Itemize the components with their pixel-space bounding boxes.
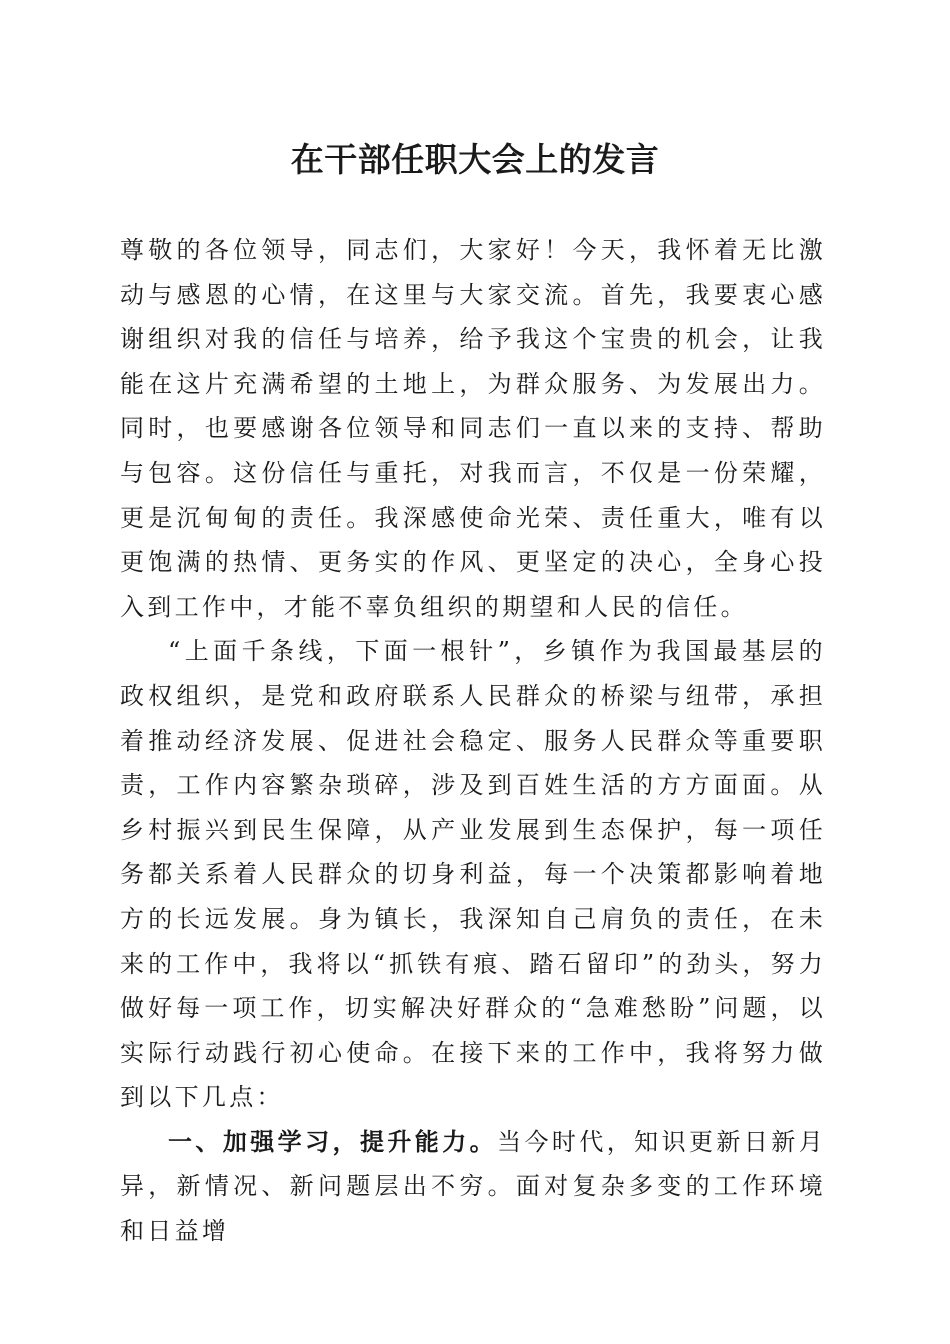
paragraph-point-one bbox=[120, 1120, 826, 1254]
paragraph-township-duties: “上面千条线，下面一根针”，乡镇作为我国最基层的政权组织，是党和政府联系人民群众的桥梁与纽带，承担着推动经济发展、促进社会稳定、服务人民群众等重要职责，工作内容繁杂琐碎，涉及到百姓生活的方方面面。从乡村振兴到民生保障，从产业发展到生态保护，每一项任务都关系着人民群众的切身利益，每一个决策都影响着地方的长远发展。身为镇长，我深知自己肩负的责任，在未来的工作中，我将以“抓铁有痕、踏石留印”的劲头，努力做好每一项工作，切实解决好群众的“急难愁盼”问题，以实际行动践行初心使命。在接下来的工作中，我将努力做到以下几点： bbox=[120, 637, 826, 1112]
document-body bbox=[120, 228, 826, 1254]
point-one-text: 当今时代，知识更新日新月异，新情况、新问题层出不穷。面对复杂多变的工作环境和日益增 bbox=[120, 1127, 826, 1246]
paragraph-greeting: 尊敬的各位领导，同志们，大家好！今天，我怀着无比激动与感恩的心情，在这里与大家交流。首先，我要衷心感谢组织对我的信任与培养，给予我这个宝贵的机会，让我能在这片充满希望的土地上，为群众服务、为发展出力。同时，也要感谢各位领导和同志们一直以来的支持、帮助与包容。这份信任与重托，对我而言，不仅是一份荣耀，更是沉甸甸的责任。我深感使命光荣、责任重大，唯有以更饱满的热情、更务实的作风、更坚定的决心，全身心投入到工作中，才能不辜负组织的期望和人民的信任。 bbox=[120, 236, 826, 621]
point-one-heading: 一、加强学习，提升能力。 bbox=[168, 1127, 498, 1156]
document-title: 在干部任职大会上的发言 bbox=[290, 140, 660, 179]
